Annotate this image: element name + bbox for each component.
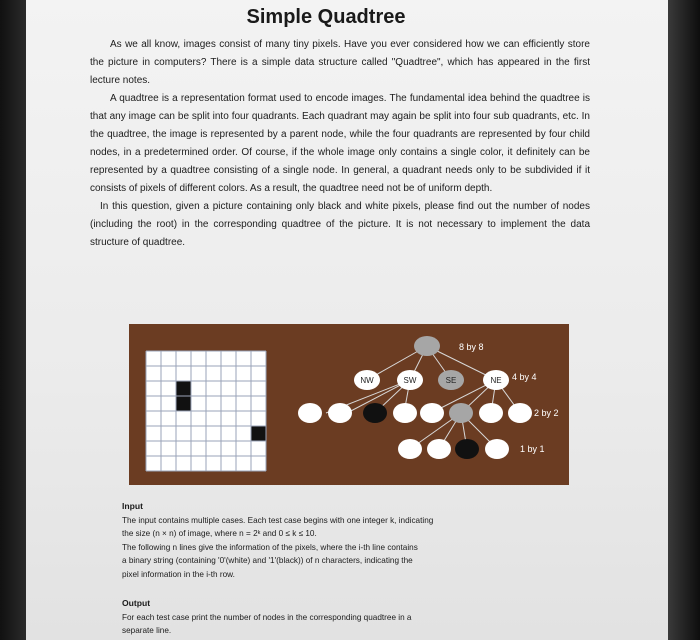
tree-edges: [326, 346, 520, 449]
paragraph-task: In this question, given a picture containing only black and white pixels, please find out the number of nodes (including the root) in the corresponding quadtree of the picture. It is not necessary to implement the data structure of quadtree.: [90, 201, 590, 248]
node-2x2: [508, 403, 532, 423]
node-2x2-gray: [449, 403, 473, 423]
input-line: the size (n × n) of image, where n = 2ᵏ and 0 ≤ k ≤ 10.: [122, 529, 317, 538]
output-heading: Output: [122, 598, 151, 608]
node-2x2: [420, 403, 444, 423]
node-label-se: SE: [445, 376, 457, 385]
level-label-8x8: 8 by 8: [459, 342, 484, 352]
node-1x1-black: [455, 439, 479, 459]
pixel-grid: [146, 351, 266, 471]
node-2x2: [298, 403, 322, 423]
node-1x1: [485, 439, 509, 459]
node-2x2: [328, 403, 352, 423]
paragraph-intro: As we all know, images consist of many tiny pixels. Have you ever considered how we can efficiently store the picture in computers? There is a simple data structure called "Quadtree", which has appeared in the first lecture notes.: [90, 39, 590, 86]
node-1x1: [427, 439, 451, 459]
root-node: [414, 336, 440, 356]
paragraph-quadtree-definition: A quadtree is a representation format used to encode images. The fundamental idea behind the quadtree is that any image can be split into four quadrants. Each quadrant may again be split into four sub quadrants, etc. In the quadtree, the image is represented by a parent node, while the four quadrants are represented by four child nodes, in a predetermined order. Of course, if the whole image only contains a single color, it definitely can be represented by a quadtree consisting of a single node. In general, a quadrant needs only to be subdivided if it consists of pixels of different colors. As a result, the quadtree need not be of uniform depth.: [90, 93, 590, 194]
node-2x2-black: [363, 403, 387, 423]
level-label-4x4: 4 by 4: [512, 372, 537, 382]
output-section: [122, 597, 542, 638]
node-label-nw: NW: [360, 376, 374, 385]
input-line: pixel information in the i-th row.: [122, 569, 235, 579]
problem-description: [90, 36, 590, 252]
photo-edge-right: [668, 0, 700, 640]
node-2x2: [479, 403, 503, 423]
level-label-2x2: 2 by 2: [534, 408, 559, 418]
quadtree-diagram: [129, 324, 569, 485]
input-line: The following n lines give the information of the pixels, where the i-th line contains: [122, 542, 418, 552]
input-heading: Input: [122, 501, 143, 511]
black-pixel: [251, 426, 266, 441]
level-2-nodes: [298, 403, 532, 423]
quadtree-figure: [129, 324, 569, 485]
output-line: separate line.: [122, 626, 172, 635]
input-line: a binary string (containing '0'(white) and '1'(black)) of n characters, indicating the: [122, 556, 413, 565]
node-2x2: [393, 403, 417, 423]
page-title: Simple Quadtree: [246, 6, 406, 28]
output-line: For each test case print the number of nodes in the corresponding quadtree in a: [122, 612, 412, 622]
level-3-nodes: [398, 439, 509, 459]
level-label-1x1: 1 by 1: [520, 444, 545, 454]
quadrant-nodes: [354, 370, 509, 390]
input-line: The input contains multiple cases. Each test case begins with one integer k, indicating: [122, 515, 434, 525]
node-1x1: [398, 439, 422, 459]
input-section: [122, 500, 542, 581]
node-label-sw: SW: [403, 376, 417, 385]
node-label-ne: NE: [490, 376, 502, 385]
document-page: [26, 0, 668, 640]
photo-edge-left: [0, 0, 26, 640]
